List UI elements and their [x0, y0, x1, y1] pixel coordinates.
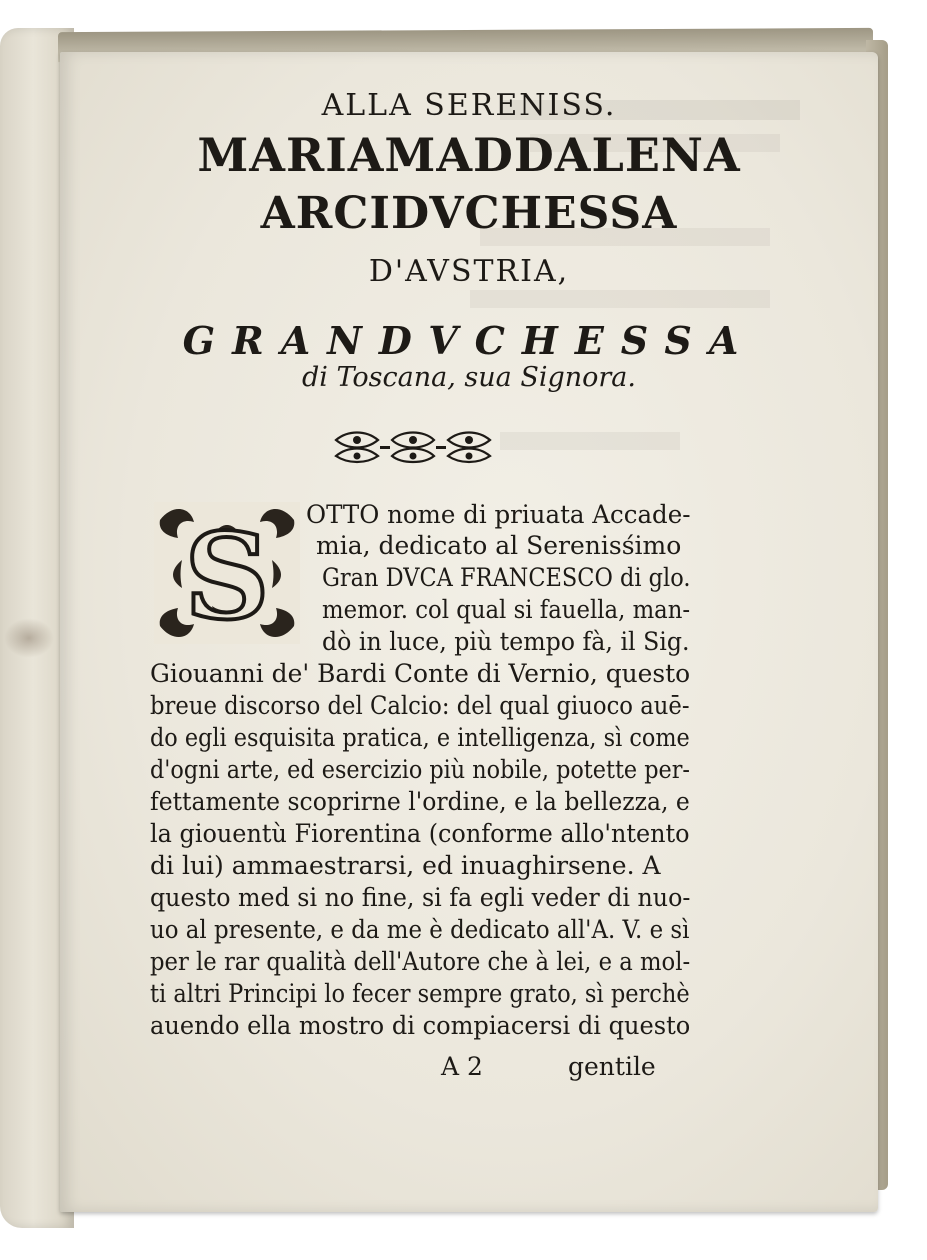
- text-line: OTTO nome di priuata Accade-: [306, 500, 691, 529]
- text-line: uo al presente, e da me è dedicato all'A. V. e sì: [150, 915, 690, 944]
- dedication-rank: GRANDVCHESSA: [182, 318, 756, 363]
- bleed-through: [500, 432, 680, 450]
- text-line: di lui) ammaestrarsi, ed inuaghirsene. A: [150, 851, 661, 880]
- text-line: memor. col qual si fauella, man-: [322, 595, 691, 624]
- text-line: d'ogni arte, ed esercizio più nobile, potette per-: [150, 755, 690, 784]
- initial-letter: S: [184, 507, 270, 646]
- text-line: breue discorso del Calcio: del qual giuoco auē-: [150, 691, 690, 720]
- page-stain: [4, 618, 54, 658]
- catchword: gentile: [568, 1052, 656, 1081]
- text-line: la giouentù Fiorentina (conforme allo'ntento: [150, 819, 690, 848]
- text-line: Gran DVCA FRANCESCO di glo.: [322, 563, 691, 592]
- text-line: mia, dedicato al Serenisśimo: [316, 531, 682, 560]
- text-line: ti altri Principi lo fecer sempre grato, sì perchè: [150, 979, 690, 1008]
- dedication-title: ARCIDVCHESSA: [260, 188, 678, 239]
- bleed-through: [470, 290, 770, 308]
- text-line: per le rar qualità dell'Autore che à lei, e a mol-: [150, 947, 691, 976]
- text-line: fettamente scoprirne l'ordine, e la bellezza, e: [150, 787, 690, 816]
- text-line: Giouanni de' Bardi Conte di Vernio, questo: [150, 659, 691, 688]
- dedication-house: D'AVSTRIA,: [368, 254, 570, 289]
- initial-ornament: [152, 500, 302, 646]
- dedication-name: MARIAMADDALENA: [197, 128, 741, 182]
- ornament-headpiece: [332, 428, 494, 466]
- text-line: auendo ella mostro di compiacersi di questo: [150, 1011, 691, 1040]
- decorated-initial: [152, 500, 302, 646]
- dedication-line-1: ALLA SERENISS.: [321, 88, 617, 123]
- text-line: questo med si no fine, si fa egli veder di nuo-: [150, 883, 691, 912]
- dedication-region: di Toscana, sua Signora.: [302, 362, 636, 393]
- text-line: do egli esquisita pratica, e intelligenza, sì come: [150, 723, 690, 752]
- signature-mark: A 2: [441, 1052, 483, 1081]
- text-line: dò in luce, più tempo fà, il Sig.: [322, 627, 690, 656]
